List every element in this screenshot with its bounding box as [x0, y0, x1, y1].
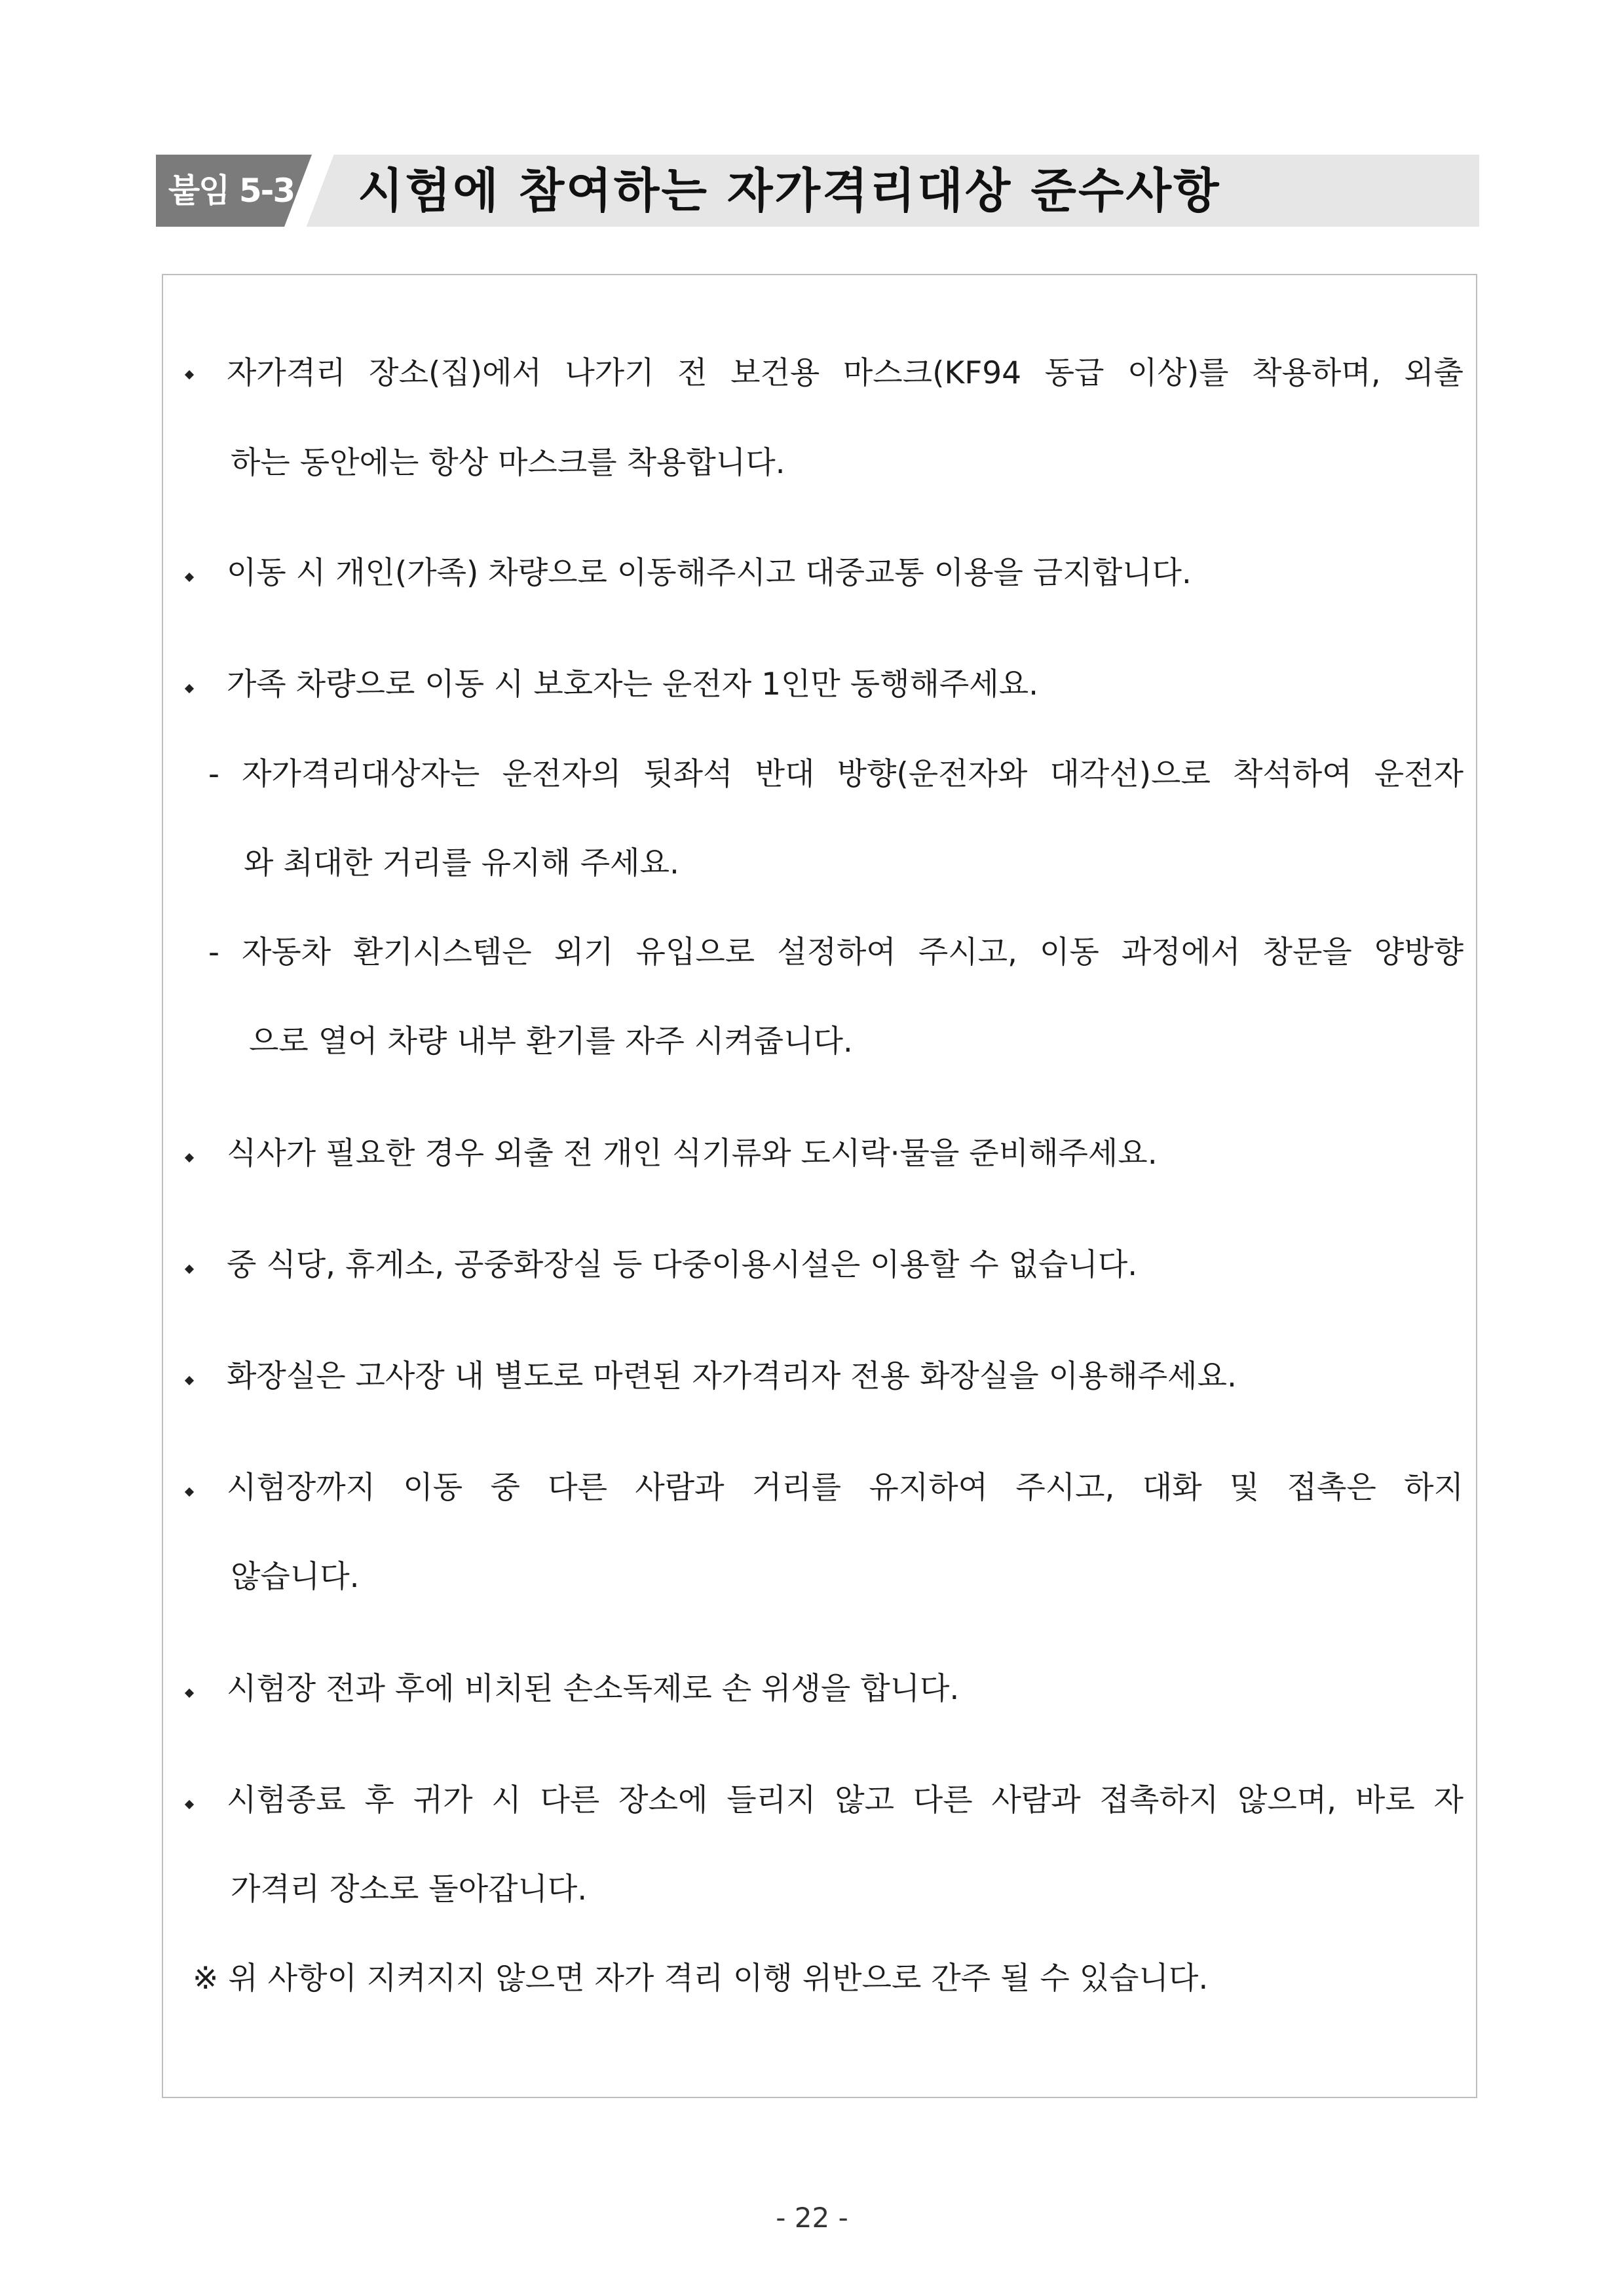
content-box [162, 274, 1477, 2098]
list-item-text: 가격리 장소로 돌아갑니다. [231, 1871, 588, 1907]
bullet-icon [186, 1266, 197, 1276]
page-number: - 22 - [776, 2202, 848, 2234]
note-text: ※ 위 사항이 지켜지지 않으면 자가 격리 이행 위반으로 간주 될 수 있습니다. [193, 1961, 1209, 1997]
bullet-icon [186, 1801, 197, 1812]
bullet-icon [186, 574, 197, 584]
sub-item-text: - 자가격리대상자는 운전자의 뒷좌석 반대 방향(운전자와 대각선)으로 착석하여 운전자 [208, 756, 1463, 792]
bullet-icon [186, 685, 197, 696]
bullet-icon [186, 1377, 197, 1388]
bullet-icon [186, 1155, 197, 1165]
bullet-icon [186, 1690, 197, 1700]
attachment-tag-label: 붙임 5-3 [168, 172, 295, 210]
list-item-text: 식사가 필요한 경우 외출 전 개인 식기류와 도시락·물을 준비해주세요. [227, 1136, 1158, 1172]
list-item-text: 시험종료 후 귀가 시 다른 장소에 들리지 않고 다른 사람과 접촉하지 않으며, 바로 자 [227, 1782, 1463, 1818]
sub-item-text: - 자동차 환기시스템은 외기 유입으로 설정하여 주시고, 이동 과정에서 창문을 양방향 [208, 934, 1463, 970]
bullet-icon [186, 1489, 197, 1499]
sub-item-text: 으로 열어 차량 내부 환기를 자주 시켜줍니다. [249, 1024, 853, 1060]
list-item-text: 가족 차량으로 이동 시 보호자는 운전자 1인만 동행해주세요. [227, 666, 1039, 702]
list-item-text: 시험장까지 이동 중 다른 사람과 거리를 유지하여 주시고, 대화 및 접촉은 하지 [227, 1470, 1463, 1506]
list-item-text: 화장실은 고사장 내 별도로 마련된 자가격리자 전용 화장실을 이용해주세요. [227, 1358, 1237, 1394]
page-title: 시험에 참여하는 자가격리대상 준수사항 [358, 163, 1221, 218]
sub-item-text: 와 최대한 거리를 유지해 주세요. [244, 845, 679, 881]
list-item-text: 하는 동안에는 항상 마스크를 착용합니다. [231, 445, 785, 481]
list-item-text: 않습니다. [231, 1559, 360, 1595]
list-item-text: 이동 시 개인(가족) 차량으로 이동해주시고 대중교통 이용을 금지합니다. [227, 555, 1192, 591]
list-item-text: 시험장 전과 후에 비치된 손소독제로 손 위생을 합니다. [227, 1671, 960, 1707]
list-item-text: 자가격리 장소(집)에서 나가기 전 보건용 마스크(KF94 동급 이상)를 착용하며, 외출 [227, 355, 1463, 391]
attachment-tag [156, 155, 334, 227]
list-item-text: 중 식당, 휴게소, 공중화장실 등 다중이용시설은 이용할 수 없습니다. [227, 1247, 1138, 1283]
bullet-icon [186, 372, 197, 382]
